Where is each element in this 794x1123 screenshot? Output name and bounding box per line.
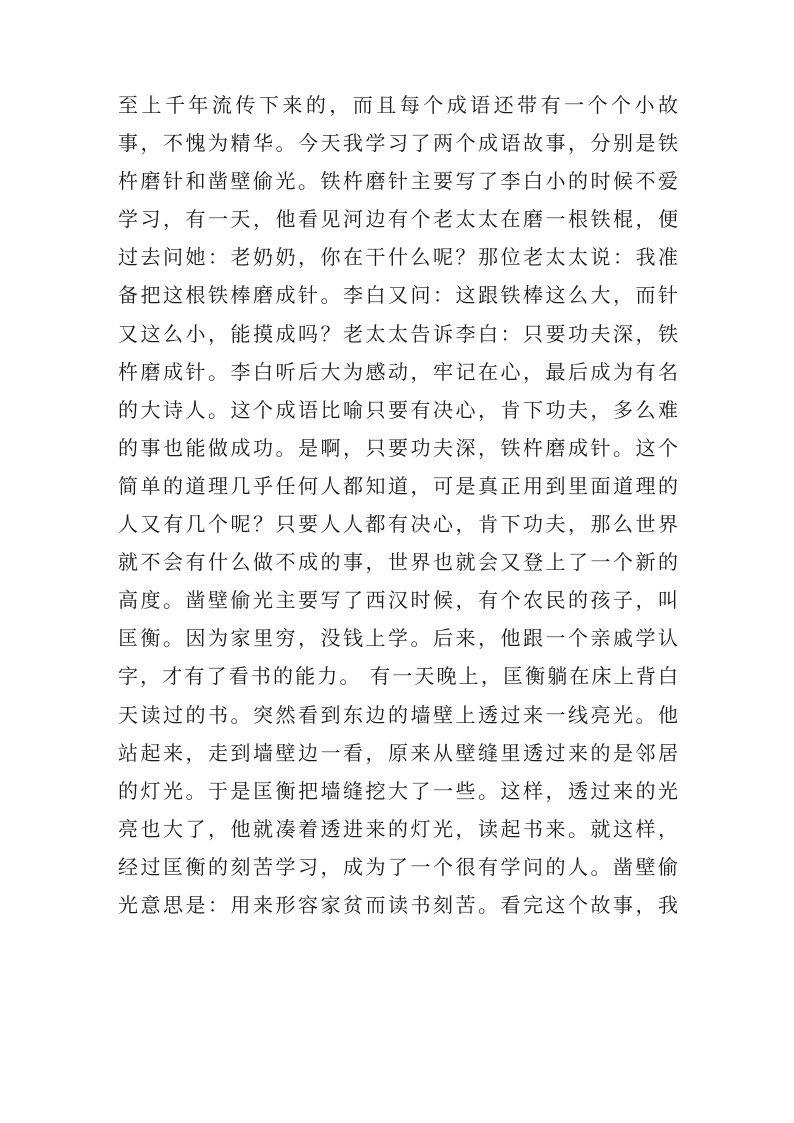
text-line: 事，不愧为精华。今天我学习了两个成语故事，分别是铁: [118, 131, 678, 156]
text-line: 经过匡衡的刻苦学习，成为了一个很有学问的人。凿壁偷: [118, 854, 678, 879]
text-line: 光意思是：用来形容家贫而读书刻苦。看完这个故事，我: [118, 892, 678, 917]
text-line: 天读过的书。突然看到东边的墙壁上透过来一线亮光。他: [118, 702, 678, 727]
text-line: 简单的道理几乎任何人都知道，可是真正用到里面道理的: [118, 473, 678, 498]
text-line: 匡衡。因为家里穷，没钱上学。后来，他跟一个亲戚学认: [118, 626, 678, 651]
text-line: 的灯光。于是匡衡把墙缝挖大了一些。这样，透过来的光: [118, 778, 678, 803]
text-line: 高度。凿壁偷光主要写了西汉时候，有个农民的孩子，叫: [118, 588, 678, 613]
text-line: 亮也大了，他就凑着透进来的灯光，读起书来。就这样，: [118, 816, 678, 841]
body-paragraph: [118, 86, 678, 924]
text-line: 过去问她：老奶奶，你在干什么呢？那位老太太说：我准: [118, 245, 678, 270]
text-line: 杵磨成针。李白听后大为感动，牢记在心，最后成为有名: [118, 359, 678, 384]
text-line: 的事也能做成功。是啊，只要功夫深，铁杵磨成针。这个: [118, 435, 678, 460]
text-line: 又这么小，能摸成吗？老太太告诉李白：只要功夫深，铁: [118, 321, 678, 346]
text-line: 字，才有了看书的能力。 有一天晚上，匡衡躺在床上背白: [118, 664, 678, 689]
text-line: 杵磨针和凿壁偷光。铁杵磨针主要写了李白小的时候不爱: [118, 169, 678, 194]
text-line: 备把这根铁棒磨成针。李白又问：这跟铁棒这么大，而针: [118, 283, 678, 308]
text-line: 人又有几个呢？只要人人都有决心，肯下功夫，那么世界: [118, 512, 678, 537]
text-line: 的大诗人。这个成语比喻只要有决心，肯下功夫，多么难: [118, 397, 678, 422]
text-line: 学习，有一天，他看见河边有个老太太在磨一根铁棍，便: [118, 207, 678, 232]
text-line: 站起来，走到墙壁边一看，原来从壁缝里透过来的是邻居: [118, 740, 678, 765]
text-line: 至上千年流传下来的，而且每个成语还带有一个个小故: [118, 93, 678, 117]
text-line: 就不会有什么做不成的事，世界也就会又登上了一个新的: [118, 550, 678, 575]
